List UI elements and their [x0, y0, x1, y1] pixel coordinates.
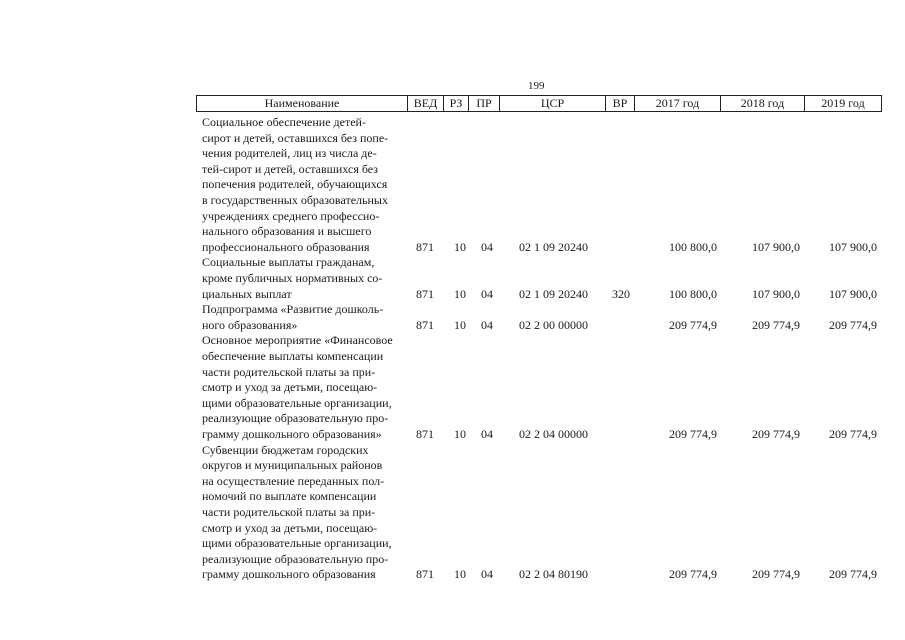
row-name-line: Подпрограмма «Развитие дошколь-: [202, 302, 384, 317]
row-name-line: реализующие образовательную про-: [202, 551, 389, 566]
row-name-line: Субвенции бюджетам городских: [202, 442, 369, 457]
cell-vr: 320: [612, 286, 630, 301]
row-name-line: Социальные выплаты гражданам,: [202, 255, 375, 270]
row-name-line: на осуществление переданных пол-: [202, 473, 385, 488]
cell-pr: 04: [481, 317, 493, 332]
cell-rz: 10: [454, 567, 466, 582]
row-name-line: реализующие образовательную про-: [202, 411, 389, 426]
header-ved: ВЕД: [408, 96, 444, 111]
row-name-line: грамму дошкольного образования»: [202, 426, 382, 441]
header-pr: ПР: [469, 96, 500, 111]
cell-2019: 209 774,9: [829, 567, 877, 582]
cell-2017: 209 774,9: [669, 426, 717, 441]
cell-2017: 209 774,9: [669, 317, 717, 332]
row-name-line: номочий по выплате компенсации: [202, 489, 377, 504]
row-name-line: профессионального образования: [202, 239, 370, 254]
cell-pr: 04: [481, 239, 493, 254]
row-name-line: ного образования»: [202, 317, 298, 332]
cell-rz: 10: [454, 239, 466, 254]
row-name-line: грамму дошкольного образования: [202, 567, 376, 582]
cell-ved: 871: [416, 567, 434, 582]
header-2018: 2018 год: [721, 96, 805, 111]
row-name-line: Социальное обеспечение детей-: [202, 115, 366, 129]
cell-2019: 209 774,9: [829, 426, 877, 441]
table-header: [196, 95, 882, 112]
row-name-line: обеспечение выплаты компенсации: [202, 348, 384, 363]
row-name: [202, 255, 402, 302]
header-csr: ЦСР: [500, 96, 606, 111]
cell-csr: 02 2 04 00000: [519, 426, 588, 441]
cell-csr: 02 2 00 00000: [519, 317, 588, 332]
cell-ved: 871: [416, 239, 434, 254]
cell-pr: 04: [481, 567, 493, 582]
cell-rz: 10: [454, 286, 466, 301]
row-name: [202, 333, 402, 442]
row-name-line: части родительской платы за при-: [202, 364, 376, 379]
row-name-line: в государственных образовательных: [202, 192, 388, 207]
cell-pr: 04: [481, 426, 493, 441]
cell-2019: 107 900,0: [829, 239, 877, 254]
row-name-line: сирот и детей, оставшихся без попе-: [202, 130, 389, 145]
cell-2019: 209 774,9: [829, 317, 877, 332]
row-name: [202, 115, 402, 255]
row-name-line: тей-сирот и детей, оставшихся без: [202, 161, 378, 176]
row-name-line: учреждениях среднего профессио-: [202, 208, 380, 223]
cell-pr: 04: [481, 286, 493, 301]
cell-2017: 100 800,0: [669, 286, 717, 301]
cell-csr: 02 1 09 20240: [519, 239, 588, 254]
cell-2018: 107 900,0: [752, 239, 800, 254]
row-name-line: Основное мероприятие «Финансовое: [202, 333, 393, 348]
row-name-line: кроме публичных нормативных со-: [202, 270, 383, 285]
row-name-line: чения родителей, лиц из числа де-: [202, 146, 377, 161]
cell-2017: 209 774,9: [669, 567, 717, 582]
row-name: [202, 443, 402, 583]
cell-2018: 107 900,0: [752, 286, 800, 301]
row-name-line: смотр и уход за детьми, посещаю-: [202, 520, 378, 535]
header-2019: 2019 год: [821, 96, 865, 110]
row-name-line: нального образования и высшего: [202, 224, 372, 239]
cell-ved: 871: [416, 426, 434, 441]
header-rz: РЗ: [444, 96, 469, 111]
header-vr: ВР: [606, 96, 635, 111]
row-name-line: щими образовательные организации,: [202, 536, 392, 551]
cell-2018: 209 774,9: [752, 426, 800, 441]
page-number: 199: [528, 80, 545, 92]
row-name-line: циальных выплат: [202, 286, 292, 301]
cell-2018: 209 774,9: [752, 317, 800, 332]
row-name: [202, 302, 402, 333]
row-name-line: смотр и уход за детьми, посещаю-: [202, 380, 378, 395]
cell-2018: 209 774,9: [752, 567, 800, 582]
row-name-line: части родительской платы за при-: [202, 504, 376, 519]
cell-csr: 02 2 04 80190: [519, 567, 588, 582]
row-name-line: щими образовательные организации,: [202, 395, 392, 410]
header-name: Наименование: [197, 96, 408, 111]
cell-csr: 02 1 09 20240: [519, 286, 588, 301]
cell-2017: 100 800,0: [669, 239, 717, 254]
cell-2019: 107 900,0: [829, 286, 877, 301]
cell-ved: 871: [416, 286, 434, 301]
row-name-line: округов и муниципальных районов: [202, 458, 383, 473]
header-2017: 2017 год: [635, 96, 721, 111]
cell-rz: 10: [454, 426, 466, 441]
cell-ved: 871: [416, 317, 434, 332]
row-name-line: попечения родителей, обучающихся: [202, 177, 388, 192]
cell-rz: 10: [454, 317, 466, 332]
